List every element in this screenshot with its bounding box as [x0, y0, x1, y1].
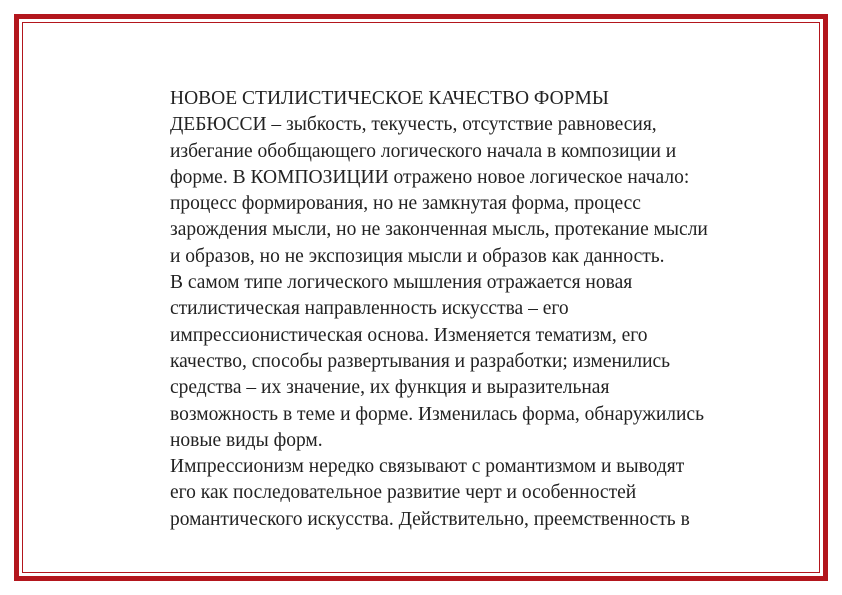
text-line: зарождения мысли, но не законченная мысль, протекание мысли: [170, 219, 708, 241]
paragraph-3: [170, 454, 790, 533]
text-line: НОВОЕ СТИЛИСТИЧЕСКОЕ КАЧЕСТВО ФОРМЫ: [170, 88, 609, 109]
text-line: и образов, но не экспозиция мысли и образов как данность.: [170, 245, 665, 267]
text-line: ДЕБЮССИ – зыбкость, текучесть, отсутствие равновесия,: [170, 114, 657, 136]
text-line: избегание обобщающего логического начала в композиции и: [170, 140, 677, 162]
paragraph-2: [170, 270, 790, 454]
text-line: импрессионистическая основа. Изменяется тематизм, его: [170, 324, 648, 346]
text-line: его как последовательное развитие черт и особенностей: [170, 482, 637, 504]
text-line: стилистическая направленность искусства – его: [170, 298, 569, 320]
text-line: форме. В КОМПОЗИЦИИ отражено новое логическое начало:: [170, 166, 690, 188]
body-text: [170, 86, 790, 533]
text-line: романтического искусства. Действительно, преемственность в: [170, 508, 690, 530]
text-line: В самом типе логического мышления отражается новая: [170, 272, 633, 294]
text-line: новые виды форм.: [170, 429, 323, 451]
text-line: возможность в теме и форме. Изменилась форма, обнаружились: [170, 403, 704, 425]
text-line: Импрессионизм нередко связывают с романтизмом и выводят: [170, 456, 685, 478]
text-line: качество, способы развертывания и разработки; изменились: [170, 350, 671, 372]
text-line: средства – их значение, их функция и выразительная: [170, 377, 610, 399]
paragraph-1: [170, 86, 790, 270]
text-line: процесс формирования, но не замкнутая форма, процесс: [170, 193, 641, 215]
